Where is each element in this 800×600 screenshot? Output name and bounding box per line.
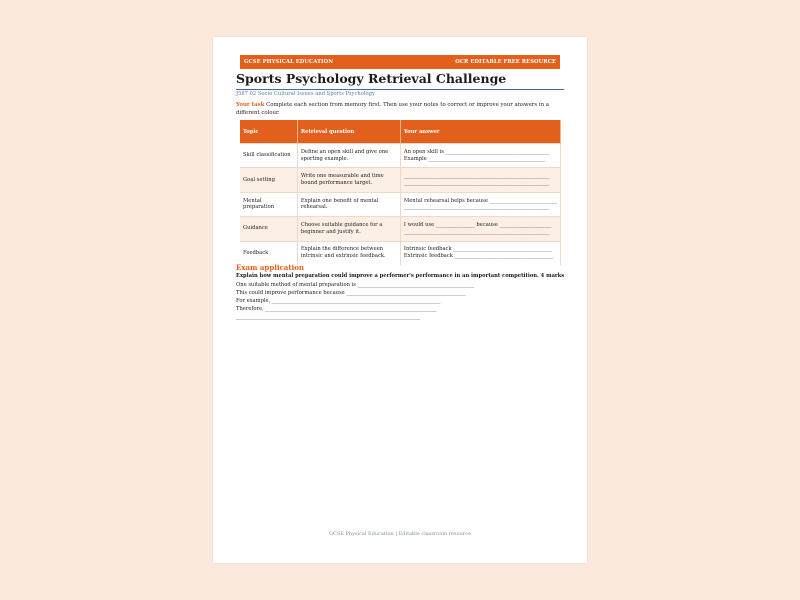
table-row (240, 168, 561, 192)
page-title: Sports Psychology Retrieval Challenge (236, 71, 507, 86)
task-instructions (236, 101, 554, 117)
worksheet-page (213, 37, 587, 563)
table-row (240, 217, 561, 241)
table-row (240, 192, 561, 216)
table-row (240, 241, 561, 265)
page-subtitle: J587 02 Socio Cultural Issues and Sports Psychology (236, 91, 375, 97)
answer-cell[interactable] (400, 192, 560, 216)
topic-cell: Feedback (240, 241, 297, 265)
answer-cell[interactable] (400, 217, 560, 241)
banner-resource-tag: OCR EDITABLE FREE RESOURCE (455, 59, 556, 65)
question-cell: Define an open skill and give one sporting example. (297, 144, 400, 168)
header-banner (240, 55, 560, 69)
topic-cell: Mental preparation (240, 192, 297, 216)
title-divider (236, 89, 564, 90)
answer-line: I would use _______________ because ____________________ (403, 222, 552, 229)
answer-line: Extrinsic feedback ______________________________________ (403, 253, 554, 260)
topic-cell: Goal setting (240, 168, 297, 192)
answer-line: ________________________________________________________ (403, 204, 550, 211)
banner-subject: GCSE PHYSICAL EDUCATION (244, 59, 334, 65)
column-header-question: Retrieval question (297, 120, 400, 144)
exam-question: Explain how mental preparation could improve a performer's performance in an important competition. 4 marks (236, 273, 565, 279)
page-footer: GCSE Physical Education | Editable classroom resource (329, 531, 471, 537)
question-cell: Explain one benefit of mental rehearsal. (297, 192, 400, 216)
exam-application-heading: Exam application (236, 263, 304, 272)
exam-answer-line: Therefore, __________________________________________________________________ (236, 306, 437, 312)
exam-answer-line: For example, _________________________________________________________________ (236, 298, 441, 304)
question-cell: Write one measurable and time bound performance target. (297, 168, 400, 192)
topic-cell: Skill classification (240, 144, 297, 168)
column-header-topic: Topic (240, 120, 297, 144)
answer-line: ________________________________________________________ (403, 180, 550, 187)
answer-line: ________________________________________________________ (403, 228, 550, 235)
exam-answer-area[interactable] (236, 281, 566, 321)
exam-answer-line: _______________________________________________________________________ (236, 314, 421, 320)
topic-cell: Guidance (240, 217, 297, 241)
answer-cell[interactable] (400, 241, 560, 265)
answer-cell[interactable] (400, 144, 560, 168)
column-header-answer: Your answer (400, 120, 560, 144)
answer-line: An open skill is ________________________________________ (403, 148, 550, 155)
exam-answer-line: One suitable method of mental preparation is _____________________________________________ (236, 282, 475, 288)
question-cell: Explain the difference between intrinsic and extrinsic feedback. (297, 241, 400, 265)
answer-line: Example _____________________________________________ (403, 155, 546, 162)
answer-line: Mental rehearsal helps because __________________________ (403, 197, 557, 204)
question-cell: Choose suitable guidance for a beginner and justify it. (297, 217, 400, 241)
task-label: Your task (236, 102, 265, 108)
exam-answer-line: This could improve performance because ______________________________________________ (236, 290, 466, 296)
answer-line: ________________________________________________________ (403, 173, 550, 180)
retrieval-table (240, 120, 561, 265)
table-header-row (240, 120, 561, 144)
answer-line: Intrinsic feedback ______________________________________ (403, 246, 552, 253)
table-row (240, 144, 561, 168)
answer-cell[interactable] (400, 168, 560, 192)
task-text: Complete each section from memory first. Then use your notes to correct or improve your answers in a different colour. (236, 102, 549, 116)
